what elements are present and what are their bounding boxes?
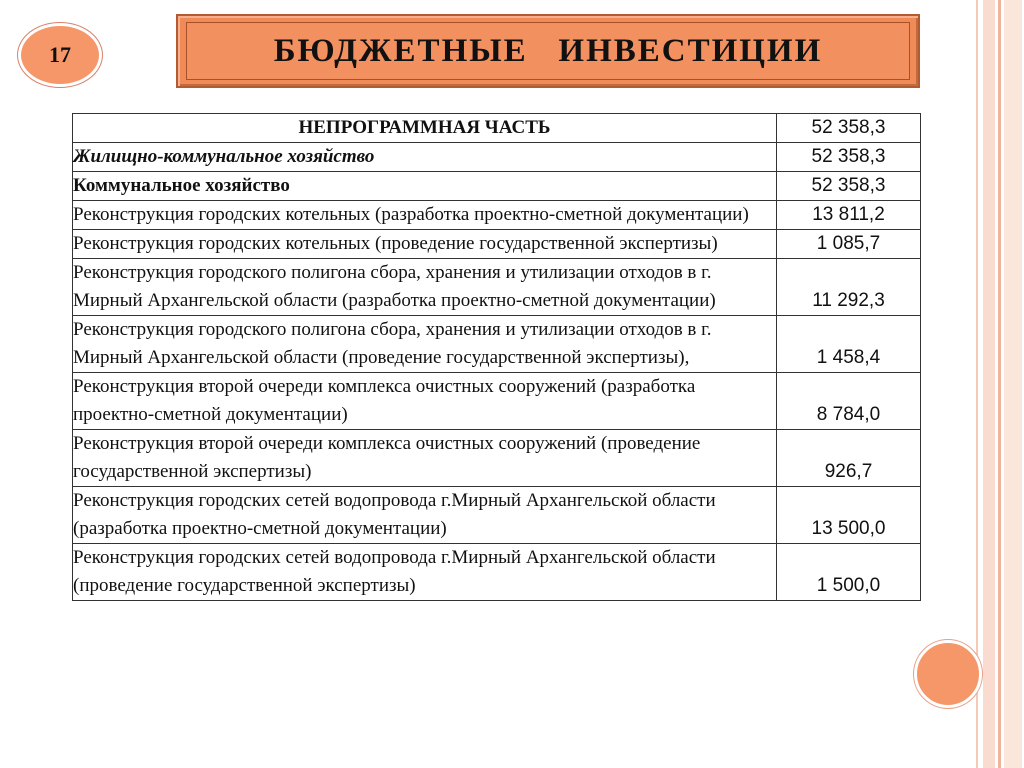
stripe — [976, 0, 978, 768]
table-row — [73, 373, 921, 430]
row-value: 926,7 — [777, 430, 921, 487]
page-title: БЮДЖЕТНЫЕ ИНВЕСТИЦИИ — [186, 22, 910, 80]
row-name: Реконструкция второй очереди комплекса очистных сооружений (разработка проектно-сметной документации) — [73, 373, 777, 430]
row-value: 1 085,7 — [777, 230, 921, 259]
row-name: Реконструкция городских сетей водопровода г.Мирный Архангельской области (разработка проектно-сметной документации) — [73, 487, 777, 544]
subtotal-value: 52 358,3 — [777, 172, 921, 201]
header-value: 52 358,3 — [777, 114, 921, 143]
title-banner — [176, 14, 920, 88]
table-row — [73, 259, 921, 316]
row-name: Реконструкция второй очереди комплекса очистных сооружений (проведение государственной экспертизы) — [73, 430, 777, 487]
row-value: 8 784,0 — [777, 373, 921, 430]
row-value: 1 500,0 — [777, 544, 921, 601]
slide-number: 17 — [49, 42, 71, 67]
row-name: Реконструкция городского полигона сбора, хранения и утилизации отходов в г. Мирный Архангельской области (разработка проектно-сметной документации) — [73, 259, 777, 316]
row-value: 11 292,3 — [777, 259, 921, 316]
decorative-circle — [914, 640, 982, 708]
subtotal-row — [73, 143, 921, 172]
table-row — [73, 230, 921, 259]
subtotal-name: Коммунальное хозяйство — [73, 172, 777, 201]
table-row — [73, 316, 921, 373]
subtotal-name: Жилищно-коммунальное хозяйство — [73, 143, 777, 172]
row-value: 1 458,4 — [777, 316, 921, 373]
decorative-stripes — [976, 0, 1024, 768]
table-row — [73, 487, 921, 544]
table-header-row — [73, 114, 921, 143]
subtotal-row — [73, 172, 921, 201]
subtotal-value: 52 358,3 — [777, 143, 921, 172]
header-name: НЕПРОГРАММНАЯ ЧАСТЬ — [73, 114, 777, 143]
row-name: Реконструкция городского полигона сбора, хранения и утилизации отходов в г. Мирный Архангельской области (проведение государственной экспертизы), — [73, 316, 777, 373]
row-name: Реконструкция городских котельных (проведение государственной экспертизы) — [73, 230, 777, 259]
row-name: Реконструкция городских котельных (разработка проектно-сметной документации) — [73, 201, 777, 230]
stripe — [998, 0, 1001, 768]
slide-number-badge — [18, 23, 102, 87]
row-name: Реконструкция городских сетей водопровода г.Мирный Архангельской области (проведение государственной экспертизы) — [73, 544, 777, 601]
budget-table — [72, 113, 921, 601]
row-value: 13 500,0 — [777, 487, 921, 544]
table-row — [73, 544, 921, 601]
row-value: 13 811,2 — [777, 201, 921, 230]
stripe — [983, 0, 995, 768]
stripe — [1004, 0, 1022, 768]
table-row — [73, 201, 921, 230]
table-row — [73, 430, 921, 487]
